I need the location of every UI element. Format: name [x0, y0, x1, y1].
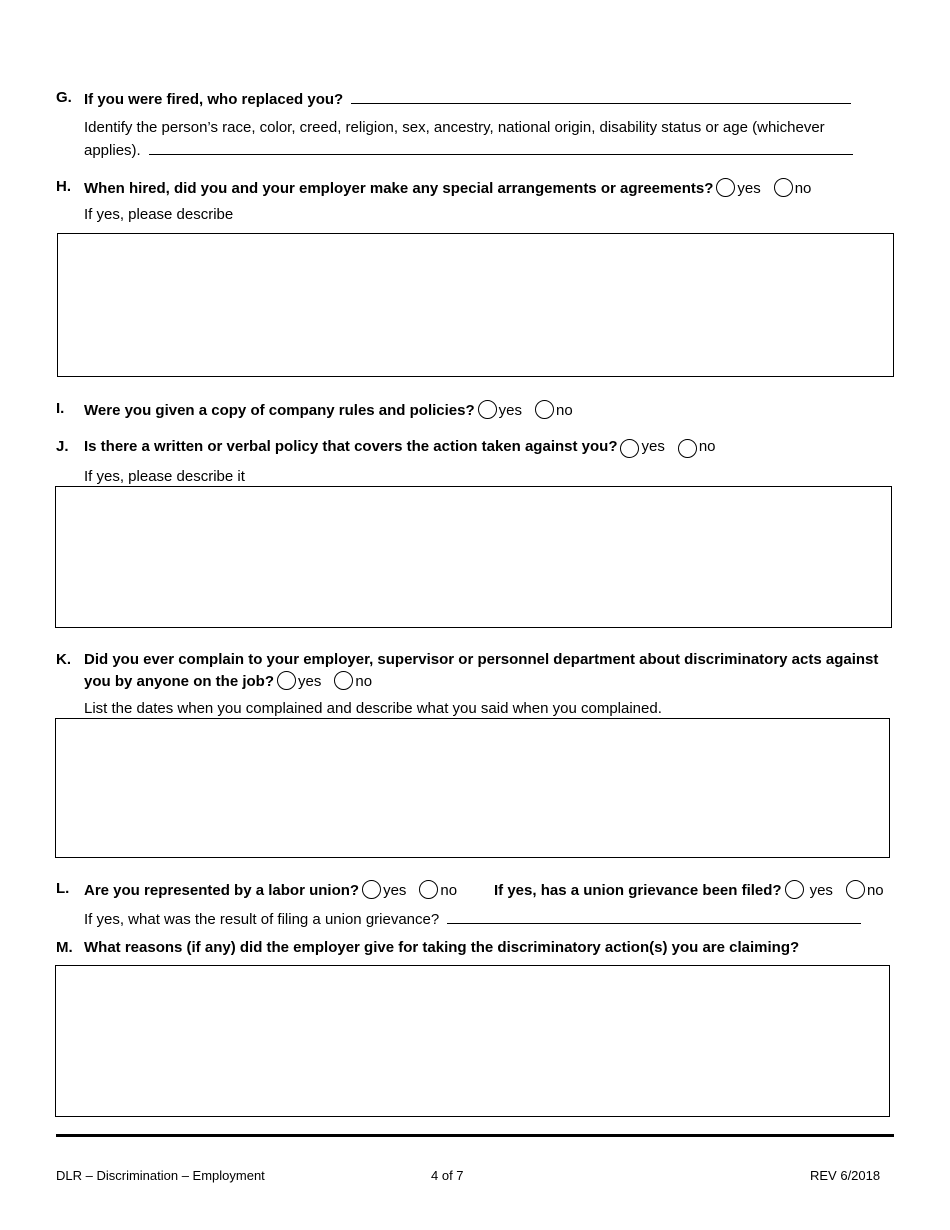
m-description-box[interactable]: [55, 965, 890, 1117]
question-k-row: [84, 671, 372, 690]
identify-row-2: [84, 140, 853, 159]
l-result-label: If yes, what was the result of filing a union grievance?: [84, 911, 440, 928]
replacement-field[interactable]: [351, 89, 851, 104]
l-yes-label: yes: [383, 882, 407, 899]
letter-i: I.: [56, 400, 65, 417]
question-i-row: [84, 400, 573, 419]
question-g: [84, 89, 851, 108]
letter-k: K.: [56, 651, 71, 668]
letter-h: H.: [56, 178, 71, 195]
k-no-label: no: [355, 673, 373, 690]
footer-rule: [56, 1134, 894, 1137]
l-no-radio[interactable]: [419, 880, 438, 899]
footer-form-name: DLR – Discrimination – Employment: [56, 1168, 265, 1183]
l2-yes-radio[interactable]: [785, 880, 804, 899]
question-l2-row: [494, 880, 884, 899]
h-yes-label: yes: [737, 180, 761, 197]
l2-no-radio[interactable]: [846, 880, 865, 899]
letter-m: M.: [56, 939, 73, 956]
l-yes-radio[interactable]: [362, 880, 381, 899]
question-h-row: [84, 178, 811, 197]
question-k-line1: Did you ever complain to your employer, supervisor or personnel department about discriminatory acts against: [84, 651, 879, 668]
i-no-radio[interactable]: [535, 400, 554, 419]
question-j-row: [84, 438, 716, 458]
h-describe-label: If yes, please describe: [84, 206, 234, 223]
identify-field[interactable]: [149, 140, 853, 155]
i-no-label: no: [556, 402, 573, 419]
k-yes-radio[interactable]: [277, 671, 296, 690]
question-k-line2: you by anyone on the job?: [84, 673, 275, 690]
letter-g: G.: [56, 89, 72, 106]
question-g-text: If you were fired, who replaced you?: [84, 91, 344, 108]
h-no-label: no: [794, 180, 812, 197]
question-i-text: Were you given a copy of company rules and policies?: [84, 402, 475, 419]
j-description-box[interactable]: [55, 486, 892, 628]
grievance-result-field[interactable]: [447, 909, 861, 924]
h-no-radio[interactable]: [774, 178, 793, 197]
letter-j: J.: [56, 438, 69, 455]
l-result-row: [84, 909, 861, 928]
identify-text-2: applies).: [84, 142, 141, 159]
k-no-radio[interactable]: [334, 671, 353, 690]
footer-revision: REV 6/2018: [810, 1168, 881, 1183]
footer-page-number: 4 of 7: [431, 1168, 464, 1183]
k-describe-label: List the dates when you complained and describe what you said when you complained.: [84, 700, 662, 717]
question-m-text: What reasons (if any) did the employer give for taking the discriminatory action(s) you are claiming?: [84, 939, 800, 956]
l-no-label: no: [440, 882, 458, 899]
i-yes-label: yes: [498, 402, 523, 419]
question-l-row: [84, 880, 457, 899]
i-yes-radio[interactable]: [478, 400, 497, 419]
identify-text-1: Identify the person’s race, color, creed, religion, sex, ancestry, national origin, disability status or age (whichever: [84, 119, 825, 136]
h-description-box[interactable]: [57, 233, 894, 377]
letter-l: L.: [56, 880, 70, 897]
question-j-text: Is there a written or verbal policy that covers the action taken against you?: [84, 438, 618, 455]
j-yes-radio[interactable]: [620, 439, 639, 458]
j-no-radio[interactable]: [678, 439, 697, 458]
k-description-box[interactable]: [55, 718, 890, 858]
j-no-label: no: [698, 438, 716, 455]
question-l-text: Are you represented by a labor union?: [84, 882, 360, 899]
h-yes-radio[interactable]: [716, 178, 735, 197]
l2-no-label: no: [866, 882, 884, 899]
question-h-text: When hired, did you and your employer make any special arrangements or agreements?: [84, 180, 714, 197]
k-yes-label: yes: [298, 673, 322, 690]
j-yes-label: yes: [641, 438, 665, 455]
l2-yes-label: yes: [809, 882, 833, 899]
question-l2-text: If yes, has a union grievance been filed?: [494, 882, 782, 899]
j-describe-label: If yes, please describe it: [84, 468, 245, 485]
